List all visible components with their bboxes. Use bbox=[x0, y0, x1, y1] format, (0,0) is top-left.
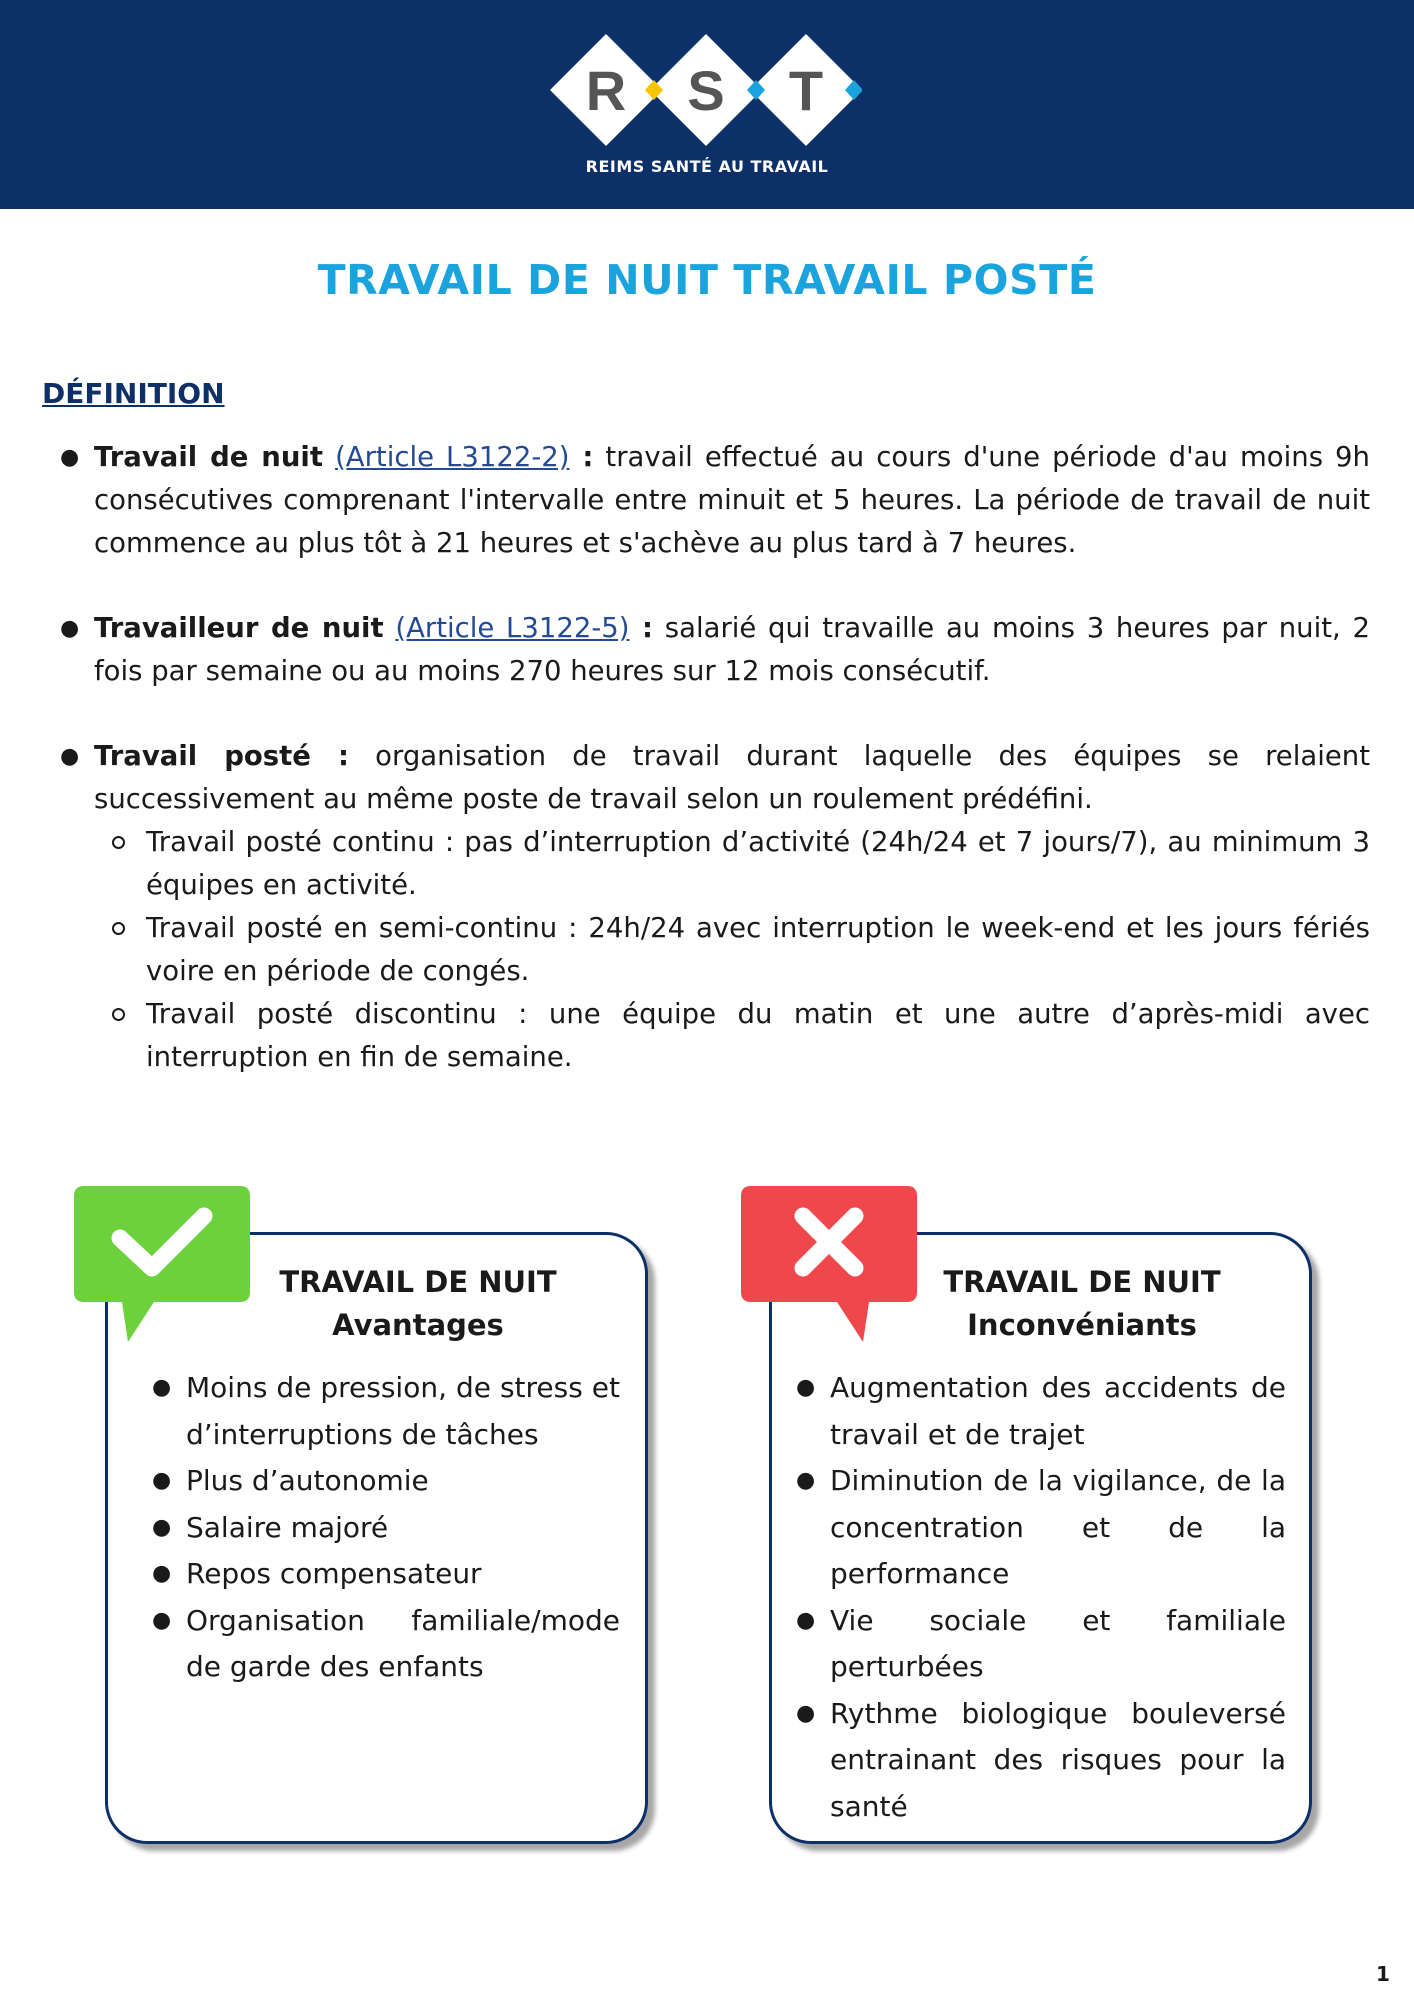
card-heading-line2: Avantages bbox=[332, 1308, 504, 1342]
bullet: ● bbox=[60, 616, 80, 641]
sublist-item bbox=[94, 821, 1370, 907]
list-item bbox=[794, 1598, 1286, 1691]
bullet: ● bbox=[796, 1607, 816, 1633]
bullet: ● bbox=[796, 1700, 816, 1726]
page-number: 1 bbox=[1376, 1962, 1390, 1986]
definition-item-travail-poste bbox=[42, 735, 1370, 821]
list-item-text: Moins de pression, de stress et d’interruptions de tâches bbox=[186, 1371, 620, 1451]
rst-logo bbox=[550, 30, 862, 150]
sublist-item-text: Travail posté en semi-continu : 24h/24 avec interruption le week-end et les jours fériés voire en période de congés. bbox=[146, 912, 1370, 987]
bullet: ● bbox=[796, 1468, 816, 1493]
bullet: ● bbox=[152, 1375, 172, 1400]
sublist-item bbox=[94, 907, 1370, 993]
list-item-text: Rythme biologique bouleversé entrainant des risques pour la santé bbox=[830, 1696, 1286, 1823]
checkmark-icon bbox=[74, 1186, 250, 1342]
definition-separator: : bbox=[629, 612, 654, 644]
disadvantages-card-heading bbox=[922, 1261, 1242, 1347]
circle-bullet bbox=[112, 1008, 125, 1021]
definition-term: Travail posté : bbox=[94, 740, 349, 772]
travail-poste-sublist bbox=[42, 821, 1370, 1079]
bullet: ● bbox=[60, 445, 80, 470]
list-item-text: Vie sociale et familiale perturbées bbox=[830, 1603, 1286, 1683]
list-item-text: Salaire majoré bbox=[186, 1510, 389, 1544]
advantages-card-heading bbox=[258, 1261, 578, 1347]
article-link-l3122-2[interactable]: (Article L3122-2) bbox=[335, 441, 570, 473]
circle-bullet bbox=[112, 922, 125, 935]
bullet: ● bbox=[152, 1561, 172, 1586]
list-item-text: Repos compensateur bbox=[186, 1557, 482, 1590]
card-heading-line1: TRAVAIL DE NUIT bbox=[279, 1265, 557, 1299]
logo-letter-s: S bbox=[687, 59, 725, 122]
definition-list bbox=[42, 436, 1370, 1079]
page-header bbox=[0, 0, 1414, 209]
bullet: ● bbox=[152, 1607, 172, 1633]
definition-text: organisation de travail durant laquelle des équipes se relaient successivement au même poste de travail selon un roulement prédéfini. bbox=[94, 740, 1370, 815]
list-item bbox=[150, 1458, 620, 1505]
sublist-item-text: Travail posté continu : pas d’interruption d’activité (24h/24 et 7 jours/7), au minimum 3 équipes en activité. bbox=[146, 826, 1370, 901]
article-link-l3122-5[interactable]: (Article L3122-5) bbox=[395, 612, 630, 644]
card-heading-line2: Inconvéniants bbox=[967, 1308, 1197, 1342]
list-item-text: Plus d’autonomie bbox=[186, 1464, 429, 1497]
card-heading-line1: TRAVAIL DE NUIT bbox=[943, 1265, 1221, 1299]
list-item bbox=[150, 1598, 620, 1691]
definition-term: Travailleur de nuit bbox=[94, 612, 384, 644]
definition-heading: DÉFINITION bbox=[42, 377, 225, 410]
bullet: ● bbox=[796, 1375, 816, 1400]
definition-item-travailleur-de-nuit bbox=[42, 607, 1370, 693]
bullet: ● bbox=[60, 744, 80, 769]
list-item bbox=[794, 1458, 1286, 1598]
circle-bullet bbox=[112, 836, 125, 849]
list-item bbox=[794, 1365, 1286, 1458]
bullet: ● bbox=[152, 1514, 172, 1540]
list-item-text: Organisation familiale/mode de garde des enfants bbox=[186, 1603, 620, 1683]
definition-text: salarié qui travaille au moins 3 heures par nuit, 2 fois par semaine ou au moins 270 heures sur 12 mois consécutif. bbox=[94, 612, 1370, 687]
list-item bbox=[150, 1505, 620, 1552]
page-title: TRAVAIL DE NUIT TRAVAIL POSTÉ bbox=[317, 256, 1097, 304]
bullet: ● bbox=[152, 1468, 172, 1493]
definition-text: travail effectué au cours d'une période d'au moins 9h consécutives comprenant l'intervalle entre minuit et 5 heures. La période de travail de nuit commence au plus tôt à 21 heures et s'achève au plus tard à 7 heures. bbox=[94, 441, 1370, 559]
list-item bbox=[150, 1365, 620, 1458]
cross-icon bbox=[741, 1186, 917, 1342]
definition-separator: : bbox=[569, 441, 594, 473]
sublist-item-text: Travail posté discontinu : une équipe du matin et une autre d’après-midi avec interruption en fin de semaine. bbox=[146, 998, 1370, 1073]
disadvantages-list bbox=[794, 1365, 1286, 1830]
list-item-text: Augmentation des accidents de travail et de trajet bbox=[830, 1371, 1286, 1451]
logo-letter-t: T bbox=[788, 59, 824, 122]
logo-subtitle: REIMS SANTÉ AU TRAVAIL bbox=[585, 157, 829, 176]
definition-term: Travail de nuit bbox=[94, 441, 324, 473]
advantages-list bbox=[150, 1365, 620, 1691]
list-item bbox=[794, 1691, 1286, 1831]
definition-item-travail-de-nuit bbox=[42, 436, 1370, 565]
logo-letter-r: R bbox=[585, 59, 627, 122]
sublist-item bbox=[94, 993, 1370, 1079]
list-item-text: Diminution de la vigilance, de la concentration et de la performance bbox=[830, 1464, 1286, 1590]
list-item bbox=[150, 1551, 620, 1598]
